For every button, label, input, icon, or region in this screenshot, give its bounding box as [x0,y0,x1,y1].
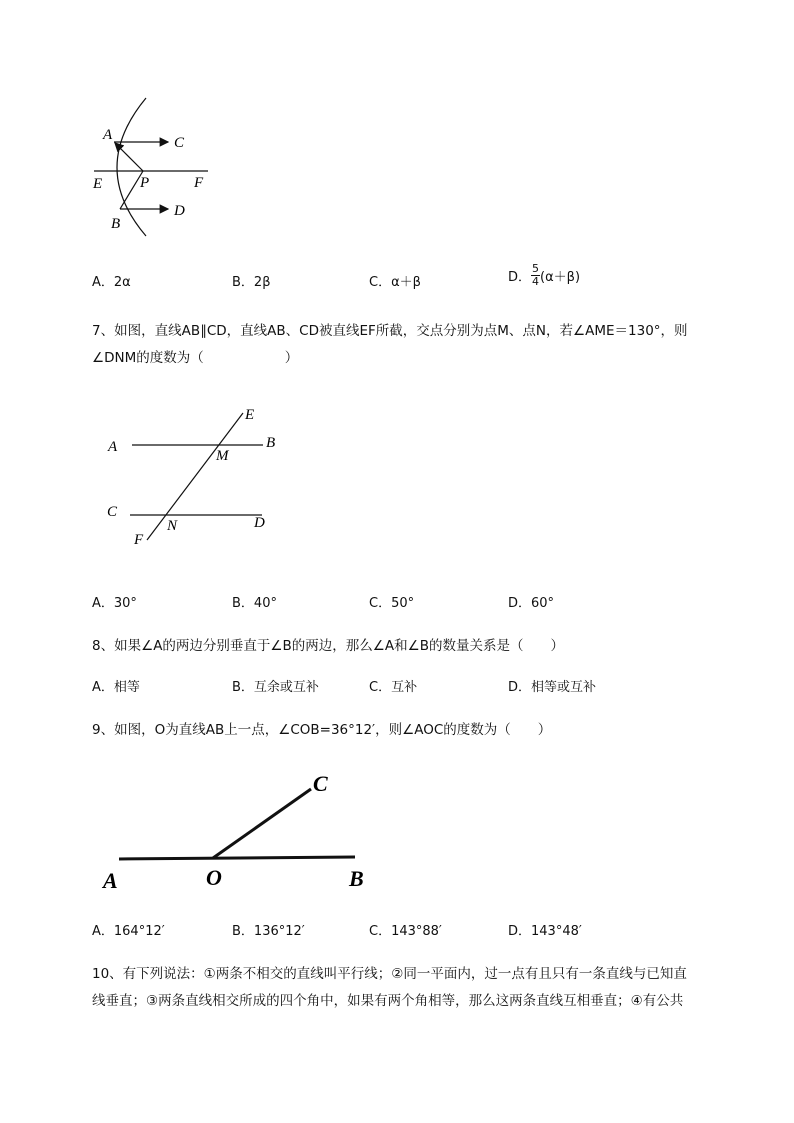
q7-option-b[interactable]: B．40° [232,596,277,611]
label-c: C [174,135,185,151]
label-e: E [245,407,255,423]
label-n: N [167,518,178,534]
label-c: C [313,771,328,796]
q10-line2: 线垂直；③两条直线相交所成的四个角中，如果有两个角相等，那么这两条直线互相垂直；④有公共 [92,993,684,1009]
q6-option-d-rest: (α＋β) [540,270,581,285]
q6-fraction-num: 5 [532,262,540,275]
q9-option-c[interactable]: C．143°88′ [369,924,442,939]
q6-option-c[interactable]: C．α＋β [369,275,421,290]
q9-line1: 9、如图，O为直线AB上一点，∠COB=36°12′，则∠AOC的度数为（ ） [92,722,552,738]
q7-line1: 7、如图，直线AB∥CD，直线AB、CD被直线EF所截，交点分别为点M、点N，若∠AME＝130°，则 [92,323,688,339]
q8-option-b[interactable]: B．互余或互补 [232,680,319,695]
q7-option-a[interactable]: A．30° [92,596,137,611]
q8-option-d[interactable]: D．相等或互补 [508,680,597,695]
q8-option-c[interactable]: C．互补 [369,680,418,695]
label-a: A [108,439,118,455]
label-c: C [107,504,118,520]
label-f: F [134,532,144,548]
q8-line1: 8、如果∠A的两边分别垂直于∠B的两边，那么∠A和∠B的数量关系是（ ） [92,638,564,654]
q9-option-a[interactable]: A．164°12′ [92,924,165,939]
q6-option-d-prefix: D． [508,270,532,285]
ray-oc [213,789,311,858]
label-m: M [216,448,229,464]
label-a: A [103,868,118,893]
q6-fraction-den: 4 [532,275,540,288]
q9-option-d[interactable]: D．143°48′ [508,924,582,939]
label-p: P [140,175,150,191]
label-o: O [206,865,222,890]
label-b: B [266,435,276,451]
label-d: D [254,515,265,531]
label-b: B [349,866,364,891]
q8-option-a[interactable]: A．相等 [92,680,140,695]
label-e: E [93,176,103,192]
line-ab [119,857,355,859]
q10-line1: 10、有下列说法：①两条不相交的直线叫平行线；②同一平面内，过一点有且只有一条直线与已知直 [92,966,687,982]
q7-line2: ∠DNM的度数为（ ） [92,350,299,366]
label-b: B [111,216,121,232]
q6-option-b[interactable]: B．2β [232,275,271,290]
label-f: F [194,175,204,191]
q7-option-d[interactable]: D．60° [508,596,555,611]
q7-option-c[interactable]: C．50° [369,596,415,611]
label-a: A [103,127,113,143]
q9-option-b[interactable]: B．136°12′ [232,924,305,939]
q6-option-a[interactable]: A．2α [92,275,131,290]
label-d: D [174,203,185,219]
